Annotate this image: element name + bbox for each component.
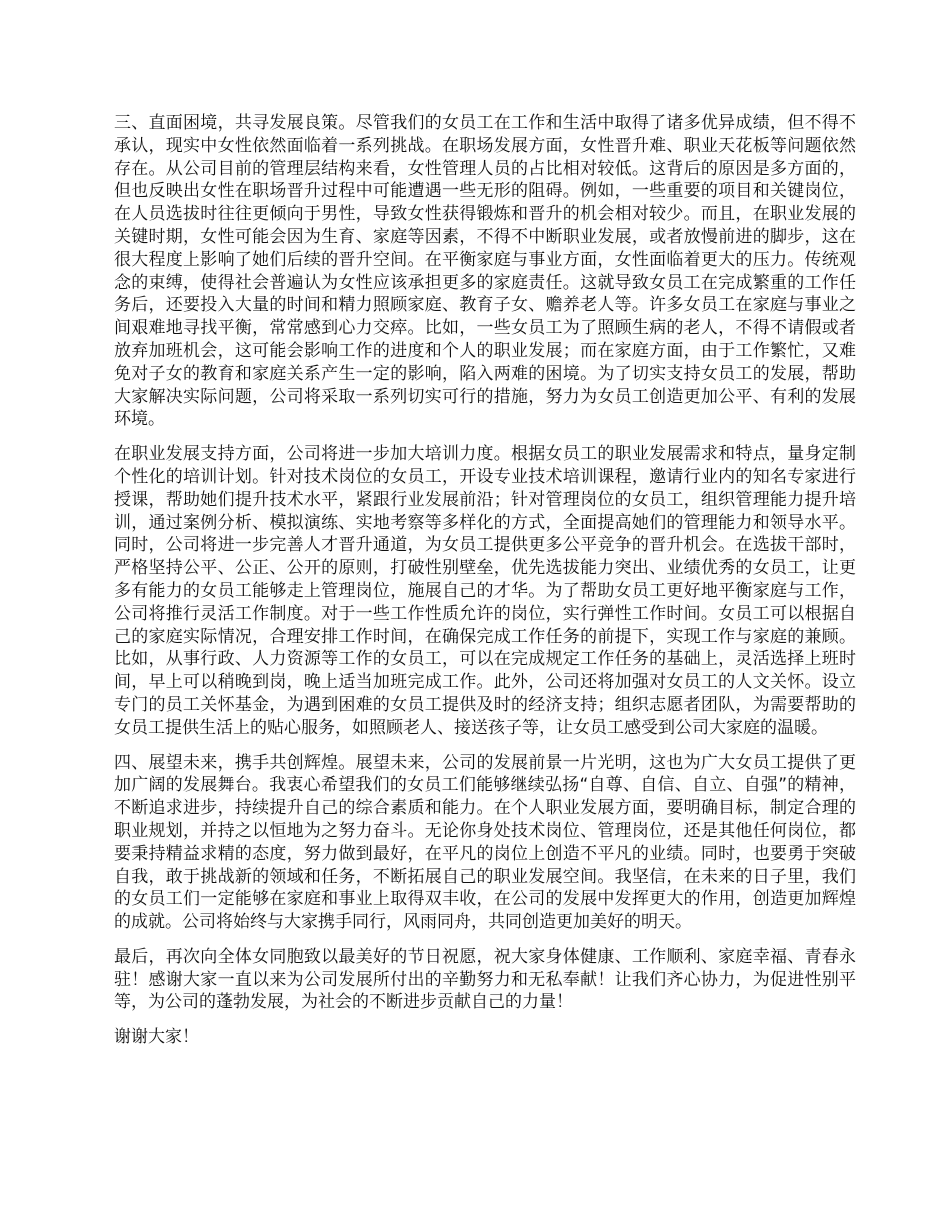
document-body — [114, 112, 856, 1049]
paragraph-future-outlook: 四、展望未来，携手共创辉煌。展望未来，公司的发展前景一片光明，这也为广大女员工提供了更加广阔的发展舞台。我衷心希望我们的女员工们能够继续弘扬“自尊、自信、自立、自强”的精神，不断追求进步，持续提升自己的综合素质和能力。在个人职业发展方面，要明确目标，制定合理的职业规划，并持之以恒地为之努力奋斗。无论你身处技术岗位、管理岗位，还是其他任何岗位，都要秉持精益求精的态度，努力做到最好，在平凡的岗位上创造不平凡的业绩。同时，也要勇于突破自我，敢于挑战新的领域和任务，不断拓展自己的职业发展空间。我坚信，在未来的日子里，我们的女员工们一定能够在家庭和事业上取得双丰收，在公司的发展中发挥更大的作用，创造更加辉煌的成就。公司将始终与大家携手同行，风雨同舟，共同创造更加美好的明天。 — [114, 752, 856, 933]
paragraph-final-wishes: 最后，再次向全体女同胞致以最美好的节日祝愿，祝大家身体健康、工作顺利、家庭幸福、青春永驻！感谢大家一直以来为公司发展所付出的辛勤努力和无私奉献！让我们齐心协力，为促进性别平等，为公司的蓬勃发展，为社会的不断进步贡献自己的力量！ — [114, 946, 856, 1013]
paragraph-challenges: 三、直面困境，共寻发展良策。尽管我们的女员工在工作和生活中取得了诸多优异成绩，但不得不承认，现实中女性依然面临着一系列挑战。在职场发展方面，女性晋升难、职业天花板等问题依然存在。从公司目前的管理层结构来看，女性管理人员的占比相对较低。这背后的原因是多方面的，但也反映出女性在职场晋升过程中可能遭遇一些无形的阻碍。例如，一些重要的项目和关键岗位，在人员选拔时往往更倾向于男性，导致女性获得锻炼和晋升的机会相对较少。而且，在职业发展的关键时期，女性可能会因为生育、家庭等因素，不得不中断职业发展，或者放慢前进的脚步，这在很大程度上影响了她们后续的晋升空间。在平衡家庭与事业方面，女性面临着更大的压力。传统观念的束缚，使得社会普遍认为女性应该承担更多的家庭责任。这就导致女员工在完成繁重的工作任务后，还要投入大量的时间和精力照顾家庭、教育子女、赡养老人等。许多女员工在家庭与事业之间艰难地寻找平衡，常常感到心力交瘁。比如，一些女员工为了照顾生病的老人，不得不请假或者放弃加班机会，这可能会影响工作的进度和个人的职业发展；而在家庭方面，由于工作繁忙，又难免对子女的教育和家庭关系产生一定的影响，陷入两难的困境。为了切实支持女员工的发展，帮助大家解决实际问题，公司将采取一系列切实可行的措施，努力为女员工创造更加公平、有利的发展环境。 — [114, 113, 856, 430]
paragraph-career-support: 在职业发展支持方面，公司将进一步加大培训力度。根据女员工的职业发展需求和特点，量身定制个性化的培训计划。针对技术岗位的女员工，开设专业技术培训课程，邀请行业内的知名专家进行授课，帮助她们提升技术水平，紧跟行业发展前沿；针对管理岗位的女员工，组织管理能力提升培训，通过案例分析、模拟演练、实地考察等多样化的方式，全面提高她们的管理能力和领导水平。同时，公司将进一步完善人才晋升通道，为女员工提供更多公平竞争的晋升机会。在选拔干部时，严格坚持公平、公正、公开的原则，打破性别壁垒，优先选拔能力突出、业绩优秀的女员工，让更多有能力的女员工能够走上管理岗位，施展自己的才华。为了帮助女员工更好地平衡家庭与工作，公司将推行灵活工作制度。对于一些工作性质允许的岗位，实行弹性工作时间。女员工可以根据自己的家庭实际情况，合理安排工作时间，在确保完成工作任务的前提下，实现工作与家庭的兼顾。比如，从事行政、人力资源等工作的女员工，可以在完成规定工作任务的基础上，灵活选择上班时间，早上可以稍晚到岗，晚上适当加班完成工作。此外，公司还将加强对女员工的人文关怀。设立专门的员工关怀基金，为遇到困难的女员工提供及时的经济支持；组织志愿者团队，为需要帮助的女员工提供生活上的贴心服务，如照顾老人、接送孩子等，让女员工感受到公司大家庭的温暖。 — [114, 444, 856, 738]
closing-thanks: 谢谢大家！ — [114, 1027, 199, 1048]
